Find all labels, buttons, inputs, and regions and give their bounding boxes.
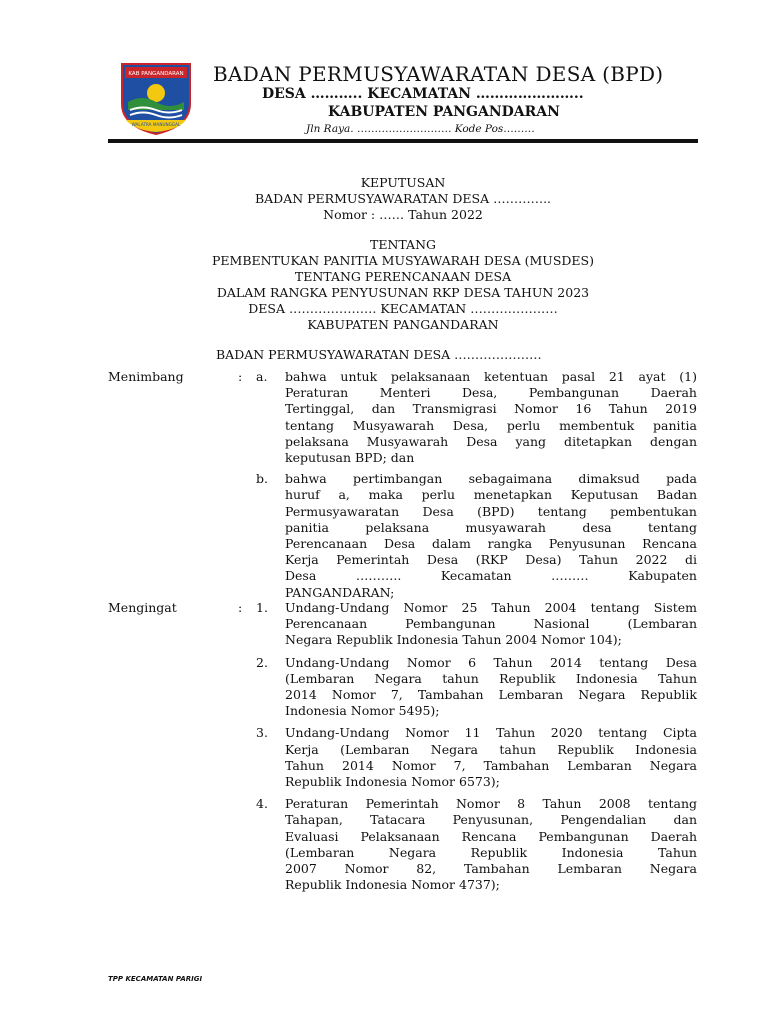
menimbang-item-line: PANGANDARAN;: [285, 584, 395, 600]
mengingat-item-line: 2007 Nomor 82, Tambahan Lembaran Negara: [285, 861, 697, 876]
decree-subject-line-2: TENTANG PERENCANAAN DESA: [294, 269, 512, 284]
decree-subject-line-5: KABUPATEN PANGANDARAN: [307, 317, 499, 332]
mengingat-item-line: (Lembaran Negara Republik Indonesia Tahun: [285, 844, 697, 860]
menimbang-item-line: tentang Musyawarah Desa, perlu membentuk panitia: [285, 417, 697, 433]
menimbang-item-line: Tertinggal, dan Transmigrasi Nomor 16 Tahun 2019: [285, 401, 697, 417]
mengingat-item-line: Peraturan Pemerintah Nomor 8 Tahun 2008 tentang: [285, 796, 697, 812]
menimbang-item-line: Peraturan Menteri Desa, Pembangunan Daerah: [285, 385, 697, 401]
letterhead-title: BADAN PERMUSYAWARATAN DESA (BPD): [213, 62, 664, 86]
menimbang-colon: :: [238, 369, 243, 384]
mengingat-label: Mengingat: [108, 600, 177, 615]
menimbang-item-line: Perencanaan Desa dalam rangka Penyusunan Rencana: [285, 536, 697, 551]
mengingat-item-text: [285, 655, 697, 720]
decree-number: Nomor : …… Tahun 2022: [323, 207, 483, 222]
letterhead-address: Jln Raya. ……………………… Kode Pos………: [306, 123, 535, 135]
decree-subject-line-3: DALAM RANGKA PENYUSUNAN RKP DESA TAHUN 2023: [216, 285, 590, 300]
mengingat-item-line: (Lembaran Negara tahun Republik Indonesia Tahun: [285, 670, 697, 686]
menimbang-item-text: [285, 471, 697, 601]
menimbang-item-line: Desa ……….. Kecamatan ……… Kabupaten: [285, 568, 697, 584]
mengingat-item-line: Undang-Undang Nomor 25 Tahun 2004 tentang Sistem: [285, 600, 697, 615]
logo-bottom-text: WALATRA MANUNGGAL: [131, 122, 181, 127]
mengingat-item-line: Tahapan, Tatacara Penyusunan, Pengendalian dan: [285, 812, 697, 828]
decree-subject-line-1: PEMBENTUKAN PANITIA MUSYAWARAH DESA (MUSDES): [211, 253, 594, 268]
mengingat-item-index: 2.: [256, 654, 268, 670]
letterhead-regency: KABUPATEN PANGANDARAN: [328, 104, 560, 120]
mengingat-item-line: Republik Indonesia Nomor 4737);: [285, 877, 500, 893]
menimbang-item-line: Kerja Pemerintah Desa (RKP Desa) Tahun 2022 di: [285, 552, 697, 568]
menimbang-item-index: a.: [256, 369, 268, 384]
mengingat-item-text: [285, 600, 697, 649]
menimbang-item-line: huruf a, maka perlu menetapkan Keputusan Badan: [285, 487, 697, 503]
mengingat-item-index: 4.: [256, 796, 268, 812]
kabupaten-pangandaran-logo: [116, 60, 196, 136]
letterhead-divider: [108, 139, 698, 143]
mengingat-item-line: Indonesia Nomor 5495);: [285, 703, 440, 719]
mengingat-item-index: 1.: [256, 600, 268, 615]
menimbang-item-line: keputusan BPD; dan: [285, 450, 415, 466]
menimbang-item-line: bahwa pertimbangan sebagaimana dimaksud pada: [285, 471, 697, 487]
menimbang-item-line: Permusyawaratan Desa (BPD) tentang pembentukan: [285, 503, 697, 519]
mengingat-item-text: [285, 796, 697, 893]
mengingat-item-line: Kerja (Lembaran Negara tahun Republik Indonesia: [285, 741, 697, 757]
mengingat-item-line: Negara Republik Indonesia Tahun 2004 Nomor 104);: [285, 632, 622, 648]
decree-subject-line-4: DESA ………………… KECAMATAN …………………: [248, 301, 558, 316]
decree-heading: KEPUTUSAN: [360, 175, 446, 190]
decree-issuer: BADAN PERMUSYAWARATAN DESA …………..: [254, 191, 552, 206]
issuing-body: BADAN PERMUSYAWARATAN DESA …………………: [216, 347, 542, 362]
mengingat-item-line: Perencanaan Pembangunan Nasional (Lembaran: [285, 616, 697, 632]
mengingat-item-line: Republik Indonesia Nomor 6573);: [285, 774, 500, 789]
menimbang-item-line: bahwa untuk pelaksanaan ketentuan pasal 21 ayat (1): [285, 369, 697, 384]
mengingat-item-text: [285, 725, 697, 790]
footer-text: TPP KECAMATAN PARIGI: [108, 975, 203, 983]
menimbang-item-line: panitia pelaksana musyawarah desa tentang: [285, 519, 697, 535]
mengingat-colon: :: [238, 600, 243, 615]
menimbang-item-text: [285, 369, 697, 466]
mengingat-item-line: 2014 Nomor 7, Tambahan Lembaran Negara Republik: [285, 687, 697, 702]
decree-about-label: TENTANG: [369, 237, 436, 252]
menimbang-item-line: pelaksana Musyawarah Desa yang ditetapkan dengan: [285, 433, 697, 449]
mengingat-item-line: Tahun 2014 Nomor 7, Tambahan Lembaran Negara: [285, 757, 697, 773]
logo-top-text: KAB PANGANDARAN: [128, 71, 184, 77]
mengingat-item-line: Undang-Undang Nomor 11 Tahun 2020 tentang Cipta: [285, 725, 697, 741]
mengingat-item-line: Evaluasi Pelaksanaan Rencana Pembangunan Daerah: [285, 828, 697, 844]
mengingat-item-index: 3.: [256, 725, 268, 741]
menimbang-item-index: b.: [256, 471, 268, 487]
letterhead-village-district: DESA ……….. KECAMATAN …………………..: [262, 86, 584, 102]
menimbang-label: Menimbang: [108, 369, 184, 384]
mengingat-item-line: Undang-Undang Nomor 6 Tahun 2014 tentang Desa: [285, 654, 697, 670]
